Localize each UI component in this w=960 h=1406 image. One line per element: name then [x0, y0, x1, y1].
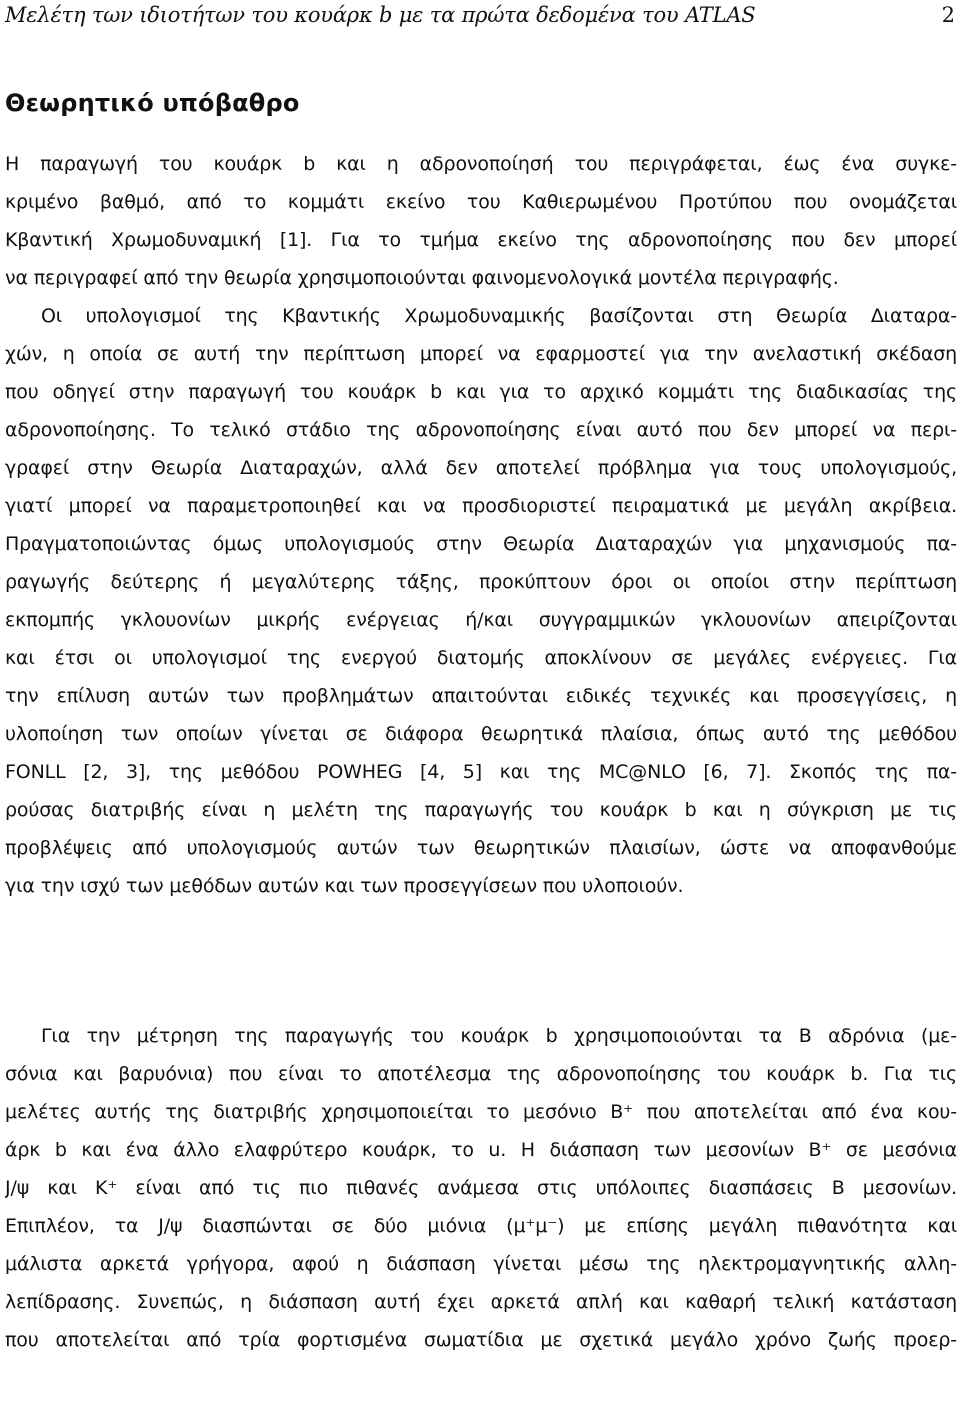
text-line: Για την μέτρηση της παραγωγής του κουάρκ b χρησιμοποιούνται τα B αδρόνια (με-	[41, 1025, 957, 1047]
text-line: Επιπλέον, τα J/ψ διασπώνται σε δύο μιόνια (μ⁺μ⁻) με επίσης μεγάλη πιθανότητα και	[5, 1215, 957, 1237]
text-line: άρκ b και ένα άλλο ελαφρύτερο κουάρκ, το u. Η διάσπαση των μεσονίων B⁺ σε μεσόνια	[5, 1139, 957, 1161]
running-title: Μελέτη των ιδιοτήτων του κουάρκ b με τα πρώτα δεδομένα του ATLAS	[5, 3, 756, 27]
text-line: Οι υπολογισμοί της Κβαντικής Χρωμοδυναμικής βασίζονται στη Θεωρία Διαταρα-	[41, 305, 957, 327]
text-line: κριμένο βαθμό, από το κομμάτι εκείνο του Καθιερωμένου Προτύπου που ονομάζεται	[5, 191, 957, 213]
running-header	[5, 0, 957, 30]
text-line: και έτσι οι υπολογισμοί της ενεργού διατομής αποκλίνουν σε μεγάλες ενέργειες. Για	[5, 647, 957, 669]
text-line: την επίλυση αυτών των προβλημάτων απαιτούνται ειδικές τεχνικές και προσεγγίσεις, η	[5, 685, 957, 707]
paragraph-2	[5, 1017, 957, 1359]
text-line: χών, η οποία σε αυτή την περίπτωση μπορεί να εφαρμοστεί για την ανελαστική σκέδαση	[5, 343, 957, 365]
text-line: ραγωγής δεύτερης ή μεγαλύτερης τάξης, προκύπτουν όροι οι οποίοι στην περίπτωση	[5, 571, 957, 593]
text-line: εκπομπής γκλουονίων μικρής ενέργειας ή/και συγγραμμικών γκλουονίων απειρίζονται	[5, 609, 957, 631]
text-line: λεπίδρασης. Συνεπώς, η διάσπαση αυτή έχει αρκετά απλή και καθαρή τελική κατάσταση	[5, 1291, 957, 1313]
text-line: μελέτες αυτής της διατριβής χρησιμοποιείται το μεσόνιο B⁺ που αποτελείται από ένα κου-	[5, 1101, 957, 1123]
text-line: για την ισχύ των μεθόδων αυτών και των προσεγγίσεων που υλοποιούν.	[5, 875, 684, 897]
text-line: Κβαντική Χρωμοδυναμική [1]. Για το τμήμα εκείνο της αδρονοποίησης που δεν μπορεί	[5, 229, 957, 251]
text-line: γραφεί στην Θεωρία Διαταραχών, αλλά δεν αποτελεί πρόβλημα για τους υπολογισμούς,	[5, 457, 957, 479]
text-line: σόνια και βαρυόνια) που είναι το αποτέλεσμα της αδρονοποίησης του κουάρκ b. Για τις	[5, 1063, 957, 1085]
text-line: προβλέψεις από υπολογισμούς αυτών των θεωρητικών πλαισίων, ώστε να αποφανθούμε	[5, 837, 957, 859]
text-line: που αποτελείται από τρία φορτισμένα σωματίδια με σχετικά μεγάλο χρόνο ζωής προερ-	[5, 1329, 957, 1351]
paragraph-1	[5, 145, 957, 905]
text-line: υλοποίηση των οποίων γίνεται σε διάφορα θεωρητικά πλαίσια, όπως αυτό της μεθόδου	[5, 723, 957, 745]
page-number: 2	[941, 3, 955, 27]
text-line: να περιγραφεί από την θεωρία χρησιμοποιούνται φαινομενολογικά μοντέλα περιγραφής.	[5, 267, 839, 289]
text-line: Η παραγωγή του κουάρκ b και η αδρονοποίησή του περιγράφεται, έως ένα συγκε-	[5, 153, 957, 175]
text-line: αδρονοποίησης. Το τελικό στάδιο της αδρονοποίησης είναι αυτό που δεν μπορεί να περι-	[5, 419, 957, 441]
document-page	[5, 0, 957, 1406]
section-title: Θεωρητικό υπόβαθρο	[5, 89, 300, 117]
text-line: J/ψ και K⁺ είναι από τις πιο πιθανές ανάμεσα στις υπόλοιπες διασπάσεις B μεσονίων.	[5, 1177, 957, 1199]
text-line: FONLL [2, 3], της μεθόδου POWHEG [4, 5] και της MC@NLO [6, 7]. Σκοπός της πα-	[5, 761, 957, 783]
text-line: Πραγματοποιώντας όμως υπολογισμούς στην Θεωρία Διαταραχών για μηχανισμούς πα-	[5, 533, 957, 555]
text-line: που οδηγεί στην παραγωγή του κουάρκ b και για το αρχικό κομμάτι της διαδικασίας της	[5, 381, 957, 403]
text-line: μάλιστα αρκετά γρήγορα, αφού η διάσπαση γίνεται μέσω της ηλεκτρομαγνητικής αλλη-	[5, 1253, 957, 1275]
text-line: ρούσας διατριβής είναι η μελέτη της παραγωγής του κουάρκ b και η σύγκριση με τις	[5, 799, 957, 821]
text-line: γιατί μπορεί να παραμετροποιηθεί και να προσδιοριστεί πειραματικά με μεγάλη ακρίβεια.	[5, 495, 957, 517]
